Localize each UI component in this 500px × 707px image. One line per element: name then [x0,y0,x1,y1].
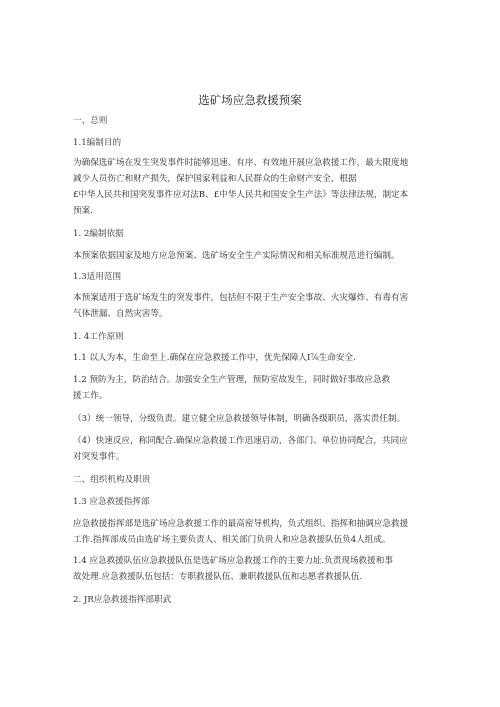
subheading-command-duties: 2. JR应急救援指挥部职武 [73,595,172,605]
paragraph-line: 本预案依据国家及地方应急预案、选矿场安全生产实际情况和相关标准规范进行编制。 [73,251,400,261]
list-item-line: （4）快速反应，称同配合.确保应急救援工作迅速启动，各部门、单位协同配合，共同应 [73,436,408,446]
paragraph-line: 1.4 应急救援队伍应急救援队伍是选矿场应急救援工作的主要力址.负责现场救援和事 [73,556,393,566]
paragraph-line: 减少人员伤亡和财产损失，保护国家利益和人民群众的生命财产安全，根据 [73,174,357,184]
paragraph-line: 本预案适用于选矿场发生的突发事件，包括但不限于生产安全事故、火灾爆炸、有毒有害 [73,293,409,303]
section-heading-general: 一、总则 [73,116,108,126]
list-item-line: （3）统一领导，分级负责。建立健全应急救援领导体制，明确各级职员，落实责任制。 [73,414,406,424]
list-item-line: 1.2 预防为主，防治结合。加强安全生产管理，预防室故发生，同时做好事故应急救 [73,375,391,385]
subheading-principles: 1. 4工作原则 [73,332,124,342]
section-heading-organization: 二、组织机构及职贵 [73,475,151,485]
paragraph-line: 工作.指挥部成员由选矿场主要负责人、相关部门负贵人和应急救援队伍负4人组成。 [73,535,391,545]
paragraph-line: 应急救援指挥部是选矿场应急救援工作的最高密导机构，负式组织、指挥和抽调应急救援 [73,519,409,529]
paragraph-line: 为确保选矿场在发生突发事件时能够迅速、有序、有效地开展应急救援工作，最大限度地 [73,158,409,168]
list-item-line: 1.1 以人为本，生命至上.确保在应急救援工作中，优先保障人I⅞生命安全. [73,353,356,363]
subheading-command: 1.3 应急救援指挥部 [73,497,150,507]
subheading-purpose: 1.1编制目的 [73,138,122,148]
document-title: 选矿场应急救援预案 [198,93,302,107]
list-item-line: 援工作。 [73,391,108,401]
paragraph-line: £中华人民共和国突发事件应对法B、£中华人民共和国安全生产法》等法律法规，制定本 [73,190,409,200]
paragraph-line: 故处理.应急救援队伍包括：专职救援队伍、兼职救援队伍和志愿者救援队伍. [73,572,363,582]
paragraph-line: 气体泄漏、自然灾害等。 [73,309,168,319]
subheading-scope: 1.3适用范围 [73,272,122,282]
list-item-line: 对突发事件。 [73,452,125,462]
paragraph-line: 预案. [73,206,93,216]
subheading-basis: 1. 2编制依据 [73,229,124,239]
